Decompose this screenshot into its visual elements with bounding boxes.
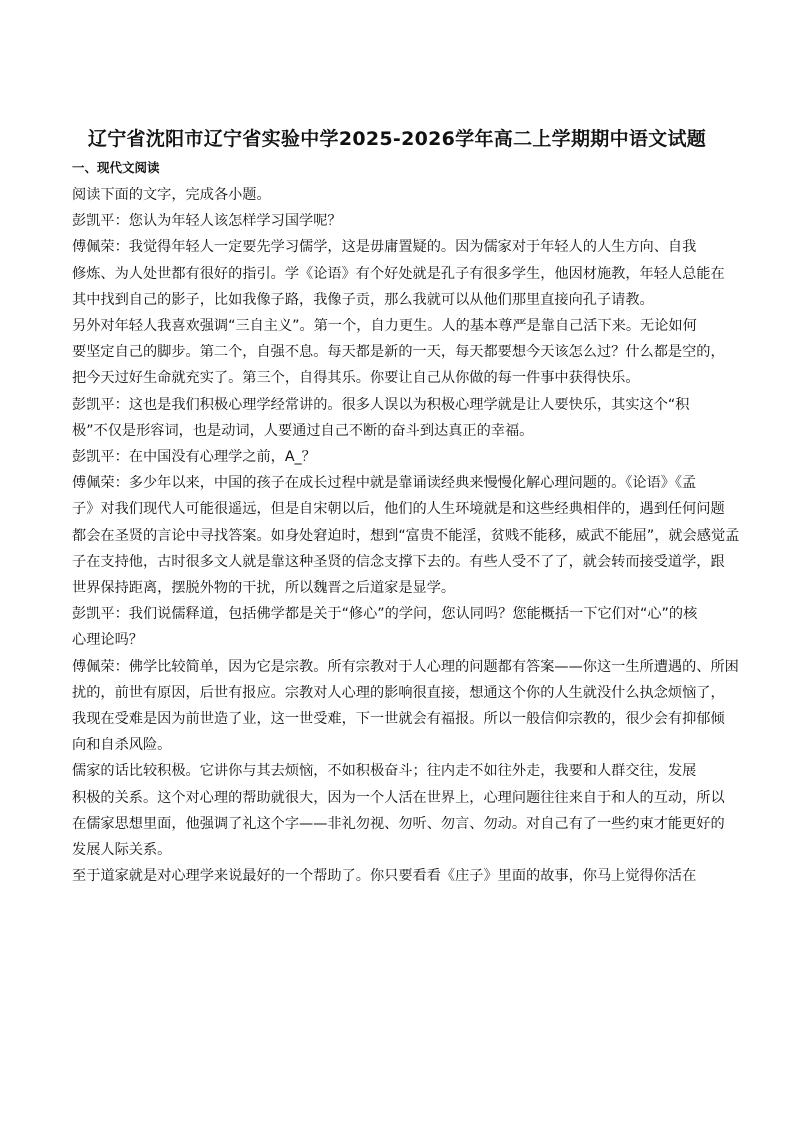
text-line: 积极的关系。这个对心理的帮助就很大，因为一个人活在世界上，心理问题往往来自于和人的互动，所以 [72, 789, 725, 806]
text-line: 把今天过好生命就充实了。第三个，自得其乐。你要让自己从你做的每一件事中获得快乐。 [72, 370, 640, 387]
section-heading: 一、现代文阅读 [72, 160, 160, 175]
text-line: 其中找到自己的影子，比如我像子路，我像子贡，那么我就可以从他们那里直接向孔子请教。 [72, 291, 654, 308]
text-line: 彭凯平：我们说儒释道，包括佛学都是关于“修心”的学问，您认同吗？您能概括一下它们对“心”的核 [72, 606, 698, 623]
text-line: 傅佩荣：佛学比较简单，因为它是宗教。所有宗教对于人心理的问题都有答案——你这一生所遭遇的、所困 [72, 658, 739, 675]
text-line: 都会在圣贤的言论中寻找答案。如身处窘迫时，想到“富贵不能淫，贫贱不能移，威武不能屈”，就会感觉孟 [72, 527, 740, 544]
document-title: 辽宁省沈阳市辽宁省实验中学2025-2026学年高二上学期期中语文试题 [87, 128, 707, 150]
paragraph [72, 392, 722, 444]
text-line: 阅读下面的文字，完成各小题。 [72, 187, 271, 203]
paragraph [72, 234, 725, 313]
text-line: 子》对我们现代人可能很遥远，但是自宋朝以后，他们的人生环境就是和这些经典相伴的，遇到任何问题 [72, 501, 725, 518]
paragraph [72, 470, 740, 601]
text-line: 极”不仅是形容词，也是动词，人要通过自己不断的奋斗到达真正的幸福。 [72, 422, 534, 439]
paragraph [72, 654, 739, 759]
text-line: 子在支持他，古时很多文人就是靠这种圣贤的信念支撑下去的。有些人受不了了，就会转而接受道学，跟 [72, 553, 725, 570]
text-line: 彭凯平：在中国没有心理学之前，A_？ [72, 449, 316, 466]
text-line: 我现在受难是因为前世造了业，这一世受难，下一世就会有福报。所以一般信仰宗教的，很少会有抑郁倾 [72, 711, 725, 728]
paragraph [72, 208, 722, 234]
paragraph [72, 182, 722, 208]
text-line: 傅佩荣：我觉得年轻人一定要先学习儒学，这是毋庸置疑的。因为儒家对于年轻人的人生方向、自我 [72, 239, 697, 256]
text-line: 儒家的话比较积极。它讲你与其去烦恼，不如积极奋斗；往内走不如往外走，我要和人群交往，发展 [72, 763, 697, 780]
paragraph [72, 601, 722, 653]
text-line: 至于道家就是对心理学来说最好的一个帮助了。你只要看看《庄子》里面的故事，你马上觉得你活在 [72, 868, 697, 885]
text-line: 扰的，前世有原因，后世有报应。宗教对人心理的影响很直接，想通这个你的人生就没什么执念烦恼了， [72, 684, 725, 701]
passage-body [72, 182, 740, 889]
paragraph [72, 863, 722, 889]
text-line: 要坚定自己的脚步。第二个，自强不息。每天都是新的一天，每天都要想今天该怎么过？什么都是空的， [72, 344, 725, 361]
text-line: 世界保持距离，摆脱外物的干扰，所以魏晋之后道家是显学。 [72, 580, 456, 597]
text-line: 修炼、为人处世都有很好的指引。学《论语》有个好处就是孔子有很多学生，他因材施教，年轻人总能在 [72, 265, 725, 282]
text-line: 发展人际关系。 [72, 842, 172, 859]
text-line: 傅佩荣：多少年以来，中国的孩子在成长过程中就是靠诵读经典来慢慢化解心理问题的。《论语》《孟 [72, 475, 697, 492]
text-line: 另外对年轻人我喜欢强调“三自主义”。第一个，自力更生。人的基本尊严是靠自己活下来。无论如何 [72, 318, 697, 335]
text-line: 向和自杀风险。 [72, 737, 172, 754]
paragraph [72, 758, 725, 863]
text-line: 心理论吗？ [72, 632, 143, 649]
paragraph [72, 444, 722, 470]
paragraph [72, 313, 725, 392]
text-line: 在儒家思想里面，他强调了礼这个字——非礼勿视、勿听、勿言、勿动。对自己有了一些约束才能更好的 [72, 815, 725, 832]
text-line: 彭凯平：您认为年轻人该怎样学习国学呢？ [72, 213, 342, 230]
text-line: 彭凯平：这也是我们积极心理学经常讲的。很多人误以为积极心理学就是让人要快乐，其实这个“积 [72, 396, 690, 413]
